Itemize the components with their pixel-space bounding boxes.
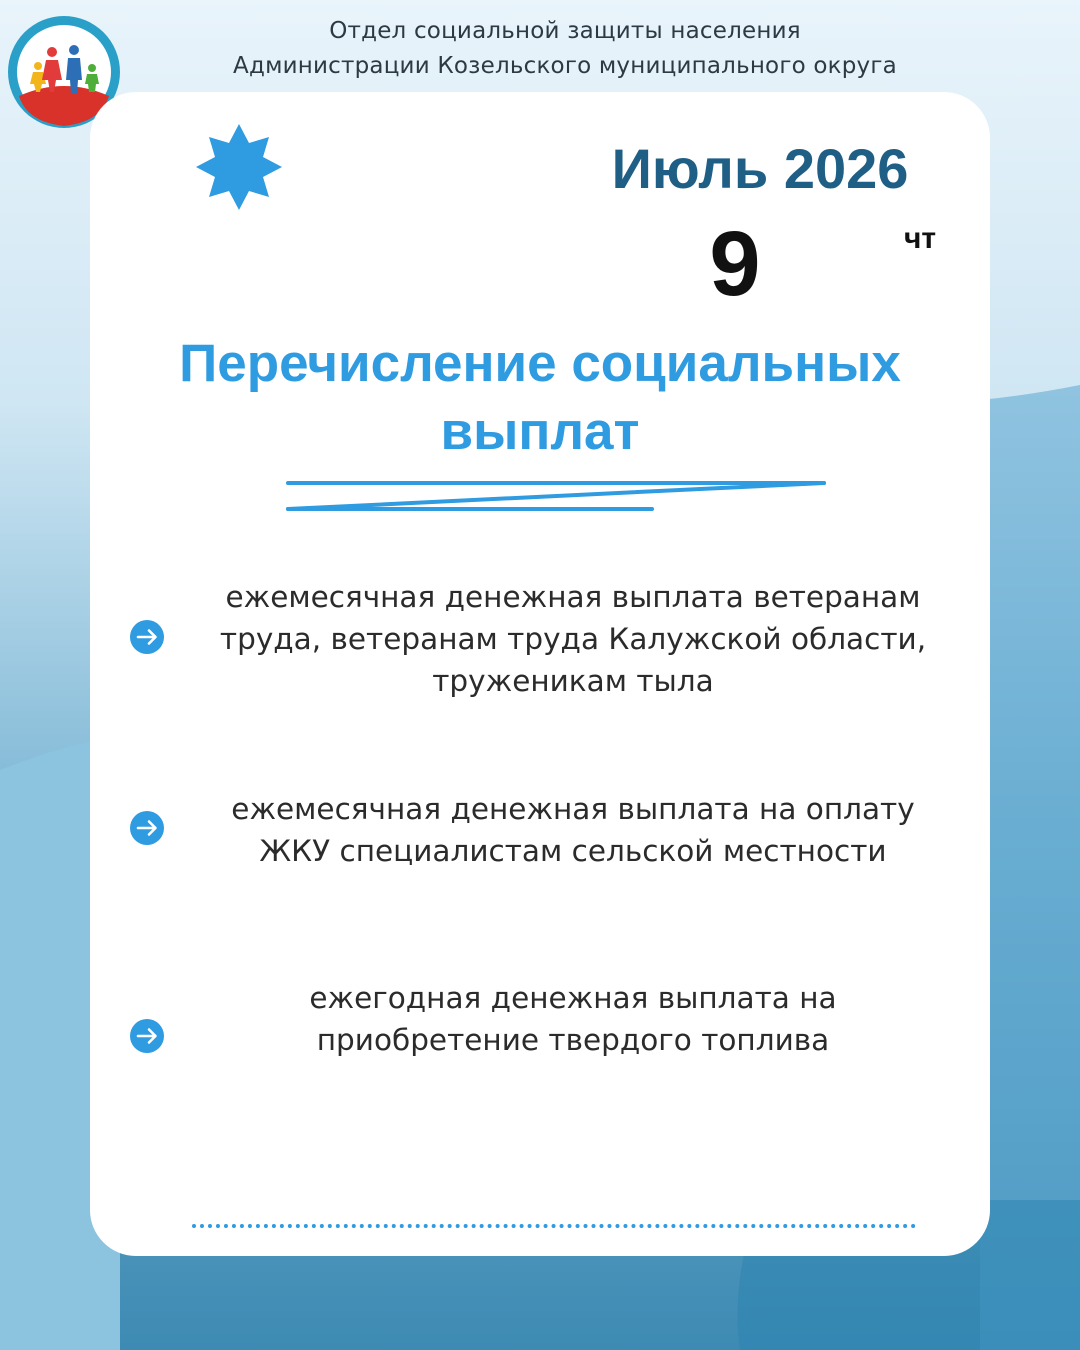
arrow-right-circle-icon <box>128 618 166 656</box>
dotted-divider <box>192 1224 916 1228</box>
weekday-label: чт <box>903 222 937 255</box>
arrow-right-circle-icon <box>128 1017 166 1055</box>
star-badge-icon <box>196 124 282 210</box>
header-line-2: Администрации Козельского муниципального округа <box>233 53 897 79</box>
page-title <box>120 330 960 466</box>
organization-header <box>150 14 980 84</box>
title-line-2: выплат <box>440 402 640 461</box>
list-item-text: ежегодная денежная выплата на приобретение твердого топлива <box>309 981 837 1057</box>
month-year: Июль 2026 <box>611 137 909 200</box>
arrow-right-circle-icon <box>128 809 166 847</box>
list-item-text: ежемесячная денежная выплата на оплату ЖКУ специалистам сельской местности <box>231 792 915 868</box>
title-underline-strokes <box>280 474 830 519</box>
header-line-1: Отдел социальной защиты населения <box>329 18 801 44</box>
day-number: 9 <box>709 213 761 315</box>
list-item-text: ежемесячная денежная выплата ветеранам труда, ветеранам труда Калужской области, труженикам тыла <box>219 580 927 698</box>
title-line-1: Перечисление социальных <box>179 334 901 393</box>
